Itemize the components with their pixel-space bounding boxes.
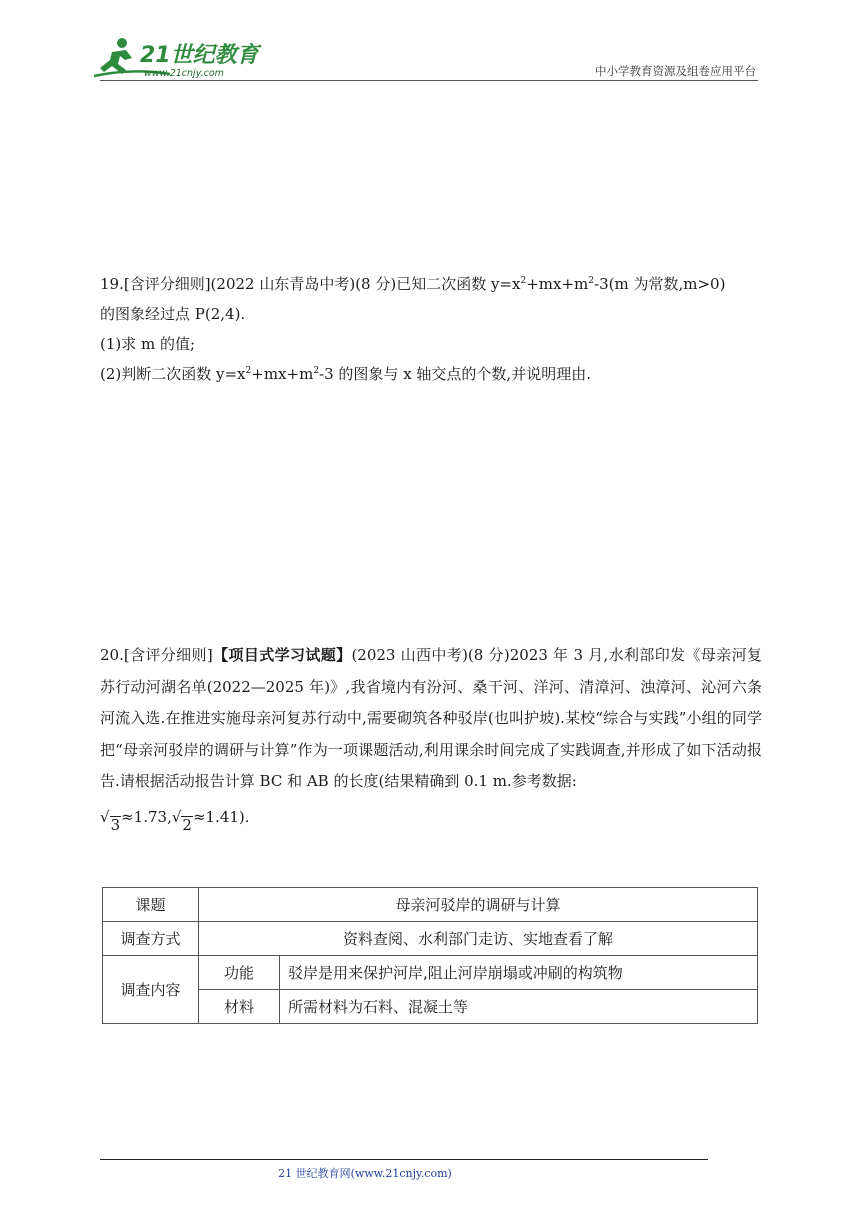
header-divider: [100, 80, 758, 81]
site-logo: [92, 34, 262, 80]
table-row: [103, 888, 758, 922]
q20-reference-data: √ 3 ≈1.73, √ 2 ≈1.41).: [100, 802, 762, 834]
table-sublabel-material: 材料: [199, 990, 280, 1024]
table-value-topic: 母亲河驳岸的调研与计算: [199, 888, 758, 922]
table-sublabel-function: 功能: [199, 956, 280, 990]
table-label-topic: 课题: [103, 888, 199, 922]
q20-tag: 【项目式学习试题】: [212, 646, 352, 664]
table-value-material: 所需材料为石料、混凝土等: [280, 990, 758, 1024]
table-label-content: 调查内容: [103, 956, 199, 1024]
sqrt-3: √ 3: [100, 807, 121, 834]
footer-divider: [100, 1159, 708, 1160]
q19-part2: (2)判断二次函数 $y=x^2+mx+m^2-3$ 的图象与 x 轴交点的个数,并说明理由.: [100, 365, 591, 383]
q19-part1: (1)求 m 的值;: [100, 335, 196, 353]
table-label-method: 调查方式: [103, 922, 199, 956]
table-row: [103, 956, 758, 990]
q20-text: 20.[含评分细则]【项目式学习试题】(2023 山西中考)(8 分)2023 年 3 月,水利部印发《母亲河复苏行动河湖名单(2022—2025 年)》,我省境内有汾河、桑干河、洋河、清漳河、浊漳河、沁河六条河流入选.在推进实施母亲河复苏行动中,需要砌筑各种驳岸(也叫护坡).某校“综合与实践”小组的同学把“母亲河驳岸的调研与计算”作为一项课题活动,利用课余时间完成了实践调查,并形成了如下活动报告.请根据活动报告计算 BC 和 AB 的长度(结果精确到 0.1 m.参考数据:: [100, 646, 762, 790]
question-19: [100, 269, 762, 389]
q19-line2: 的图象经过点 P(2,4).: [100, 305, 246, 323]
table-value-method: 资料查阅、水利部门走访、实地查看了解: [199, 922, 758, 956]
header-platform-text: 中小学教育资源及组卷应用平台: [595, 64, 756, 78]
table-value-function: 驳岸是用来保护河岸,阻止河岸崩塌或冲刷的构筑物: [280, 956, 758, 990]
table-row: [103, 990, 758, 1024]
sqrt-2: √ 2: [171, 807, 192, 834]
activity-report-table: [102, 887, 758, 1024]
q19-line1: 19.[含评分细则](2022 山东青岛中考)(8 分)已知二次函数 $y=x^2+mx+m^2-3(m$ 为常数,m>0): [100, 275, 726, 293]
logo-text: 21世纪教育: [140, 43, 259, 68]
footer-link[interactable]: 21 世纪教育网(www.21cnjy.com): [278, 1167, 452, 1180]
logo-url: www.21cnjy.com: [144, 68, 224, 79]
table-row: [103, 922, 758, 956]
question-20: [100, 640, 762, 833]
